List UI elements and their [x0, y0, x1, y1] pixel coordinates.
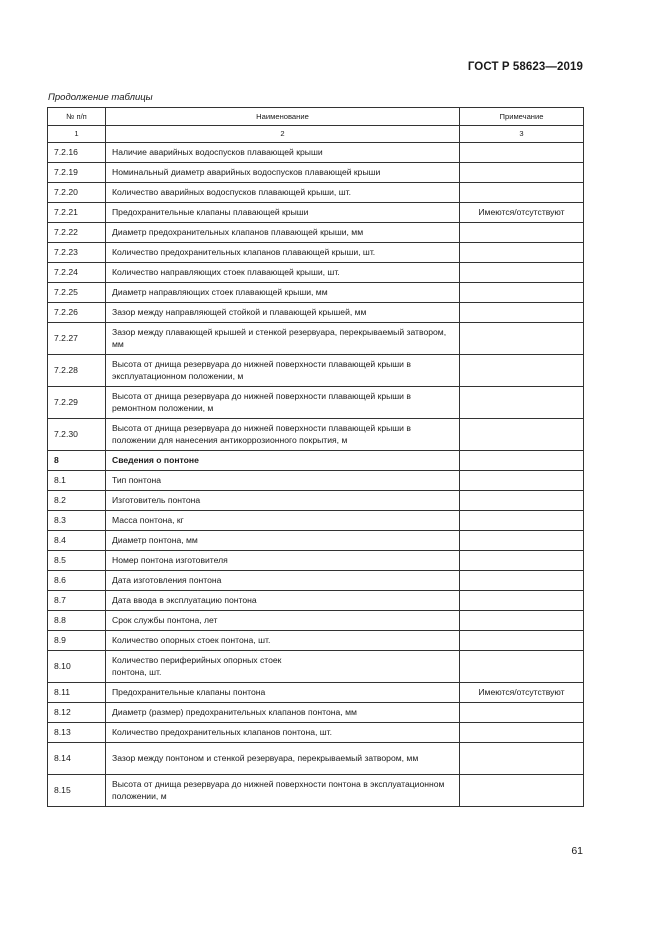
row-note: [460, 631, 584, 651]
table-row: [48, 571, 584, 591]
row-name: Диаметр предохранительных клапанов плавающей крыши, мм: [106, 223, 460, 243]
row-number: 8.7: [48, 591, 106, 611]
row-note: [460, 451, 584, 471]
row-note: [460, 511, 584, 531]
row-name: Зазор между направляющей стойкой и плавающей крышей, мм: [106, 303, 460, 323]
row-note: [460, 223, 584, 243]
table-row: [48, 651, 584, 683]
row-name: Дата изготовления понтона: [106, 571, 460, 591]
row-name: Высота от днища резервуара до нижней поверхности плавающей крыши в положении для нанесения антикоррозионного покрытия, м: [106, 419, 460, 451]
table-row: [48, 143, 584, 163]
table-row: [48, 703, 584, 723]
row-note: [460, 491, 584, 511]
row-number: 7.2.29: [48, 387, 106, 419]
row-name: Количество предохранительных клапанов понтона, шт.: [106, 723, 460, 743]
row-note: [460, 243, 584, 263]
table-row: [48, 243, 584, 263]
row-note: [460, 471, 584, 491]
row-note: [460, 419, 584, 451]
row-note: [460, 163, 584, 183]
column-header-name: Наименование: [106, 108, 460, 126]
row-note: [460, 551, 584, 571]
row-number: 7.2.30: [48, 419, 106, 451]
table-row: [48, 355, 584, 387]
table-row: [48, 511, 584, 531]
row-name: Номер понтона изготовителя: [106, 551, 460, 571]
row-note: [460, 743, 584, 775]
table-continuation-caption: Продолжение таблицы: [48, 92, 153, 103]
row-name: Масса понтона, кг: [106, 511, 460, 531]
row-note: [460, 775, 584, 807]
table-row: [48, 775, 584, 807]
table-row: [48, 531, 584, 551]
row-name: Номинальный диаметр аварийных водоспусков плавающей крыши: [106, 163, 460, 183]
row-name: Количество аварийных водоспусков плавающей крыши, шт.: [106, 183, 460, 203]
table-row: [48, 419, 584, 451]
table-row: [48, 223, 584, 243]
row-number: 8.14: [48, 743, 106, 775]
row-number: 8.1: [48, 471, 106, 491]
table-row: [48, 491, 584, 511]
row-number: 8.5: [48, 551, 106, 571]
table-row: [48, 611, 584, 631]
row-number: 7.2.25: [48, 283, 106, 303]
column-number-row: [48, 126, 584, 143]
table-row: [48, 183, 584, 203]
row-name: Высота от днища резервуара до нижней поверхности плавающей крыши в ремонтном положении, м: [106, 387, 460, 419]
row-note: [460, 611, 584, 631]
table-row: [48, 303, 584, 323]
row-number: 7.2.22: [48, 223, 106, 243]
row-number: 7.2.19: [48, 163, 106, 183]
row-number: 7.2.27: [48, 323, 106, 355]
table-row: [48, 631, 584, 651]
row-name: Дата ввода в эксплуатацию понтона: [106, 591, 460, 611]
row-number: 8.8: [48, 611, 106, 631]
row-note: [460, 531, 584, 551]
row-name: Зазор между плавающей крышей и стенкой резервуара, перекрываемый затвором, мм: [106, 323, 460, 355]
row-name: Диаметр понтона, мм: [106, 531, 460, 551]
row-number: 7.2.16: [48, 143, 106, 163]
column-number-2: 2: [106, 126, 460, 143]
section-row: [48, 451, 584, 471]
table-row: [48, 163, 584, 183]
row-note: [460, 387, 584, 419]
specification-table: [47, 107, 584, 807]
row-note: [460, 323, 584, 355]
row-number: 7.2.26: [48, 303, 106, 323]
row-number: 8.2: [48, 491, 106, 511]
table-row: [48, 723, 584, 743]
table-row: [48, 743, 584, 775]
row-number: 7.2.21: [48, 203, 106, 223]
row-number: 8.13: [48, 723, 106, 743]
column-number-3: 3: [460, 126, 584, 143]
row-note: [460, 143, 584, 163]
row-number: 8.11: [48, 683, 106, 703]
table-row: [48, 551, 584, 571]
row-name: Диаметр направляющих стоек плавающей крыши, мм: [106, 283, 460, 303]
row-name: Высота от днища резервуара до нижней поверхности плавающей крыши в эксплуатационном положении, м: [106, 355, 460, 387]
row-number: 8.3: [48, 511, 106, 531]
row-number: 8.10: [48, 651, 106, 683]
row-number: 7.2.24: [48, 263, 106, 283]
row-name: Наличие аварийных водоспусков плавающей крыши: [106, 143, 460, 163]
row-number: 8.4: [48, 531, 106, 551]
table-row: [48, 683, 584, 703]
row-name: Предохранительные клапаны плавающей крыши: [106, 203, 460, 223]
row-note: [460, 283, 584, 303]
table-row: [48, 263, 584, 283]
row-note: [460, 183, 584, 203]
row-note: [460, 703, 584, 723]
row-note: [460, 651, 584, 683]
table-row: [48, 283, 584, 303]
section-title: Сведения о понтоне: [106, 451, 460, 471]
row-number: 8.6: [48, 571, 106, 591]
row-name: Зазор между понтоном и стенкой резервуара, перекрываемый затвором, мм: [106, 743, 460, 775]
row-number: 8.12: [48, 703, 106, 723]
row-number: 7.2.28: [48, 355, 106, 387]
row-name: Высота от днища резервуара до нижней поверхности понтона в эксплуатационном положении, м: [106, 775, 460, 807]
row-number: 8.15: [48, 775, 106, 807]
row-number: 7.2.20: [48, 183, 106, 203]
section-number: 8: [48, 451, 106, 471]
table-row: [48, 471, 584, 491]
row-name: Срок службы понтона, лет: [106, 611, 460, 631]
table-row: [48, 203, 584, 223]
table-row: [48, 387, 584, 419]
row-name: Количество периферийных опорных стоек понтона, шт.: [106, 651, 460, 683]
row-note: [460, 571, 584, 591]
page-number: 61: [571, 845, 583, 857]
row-name: Количество направляющих стоек плавающей крыши, шт.: [106, 263, 460, 283]
row-note: [460, 355, 584, 387]
row-name: Количество опорных стоек понтона, шт.: [106, 631, 460, 651]
row-name: Количество предохранительных клапанов плавающей крыши, шт.: [106, 243, 460, 263]
row-note: [460, 723, 584, 743]
column-number-1: 1: [48, 126, 106, 143]
row-note: Имеются/отсутствуют: [460, 203, 584, 223]
document-code: ГОСТ Р 58623—2019: [467, 61, 583, 73]
row-name: Изготовитель понтона: [106, 491, 460, 511]
column-header-number: № п/п: [48, 108, 106, 126]
row-note: Имеются/отсутствуют: [460, 683, 584, 703]
row-name: Предохранительные клапаны понтона: [106, 683, 460, 703]
row-note: [460, 303, 584, 323]
table-row: [48, 323, 584, 355]
row-note: [460, 263, 584, 283]
row-note: [460, 591, 584, 611]
row-number: 8.9: [48, 631, 106, 651]
table-header-row: [48, 108, 584, 126]
table-row: [48, 591, 584, 611]
column-header-note: Примечание: [460, 108, 584, 126]
row-number: 7.2.23: [48, 243, 106, 263]
row-name: Диаметр (размер) предохранительных клапанов понтона, мм: [106, 703, 460, 723]
row-name: Тип понтона: [106, 471, 460, 491]
